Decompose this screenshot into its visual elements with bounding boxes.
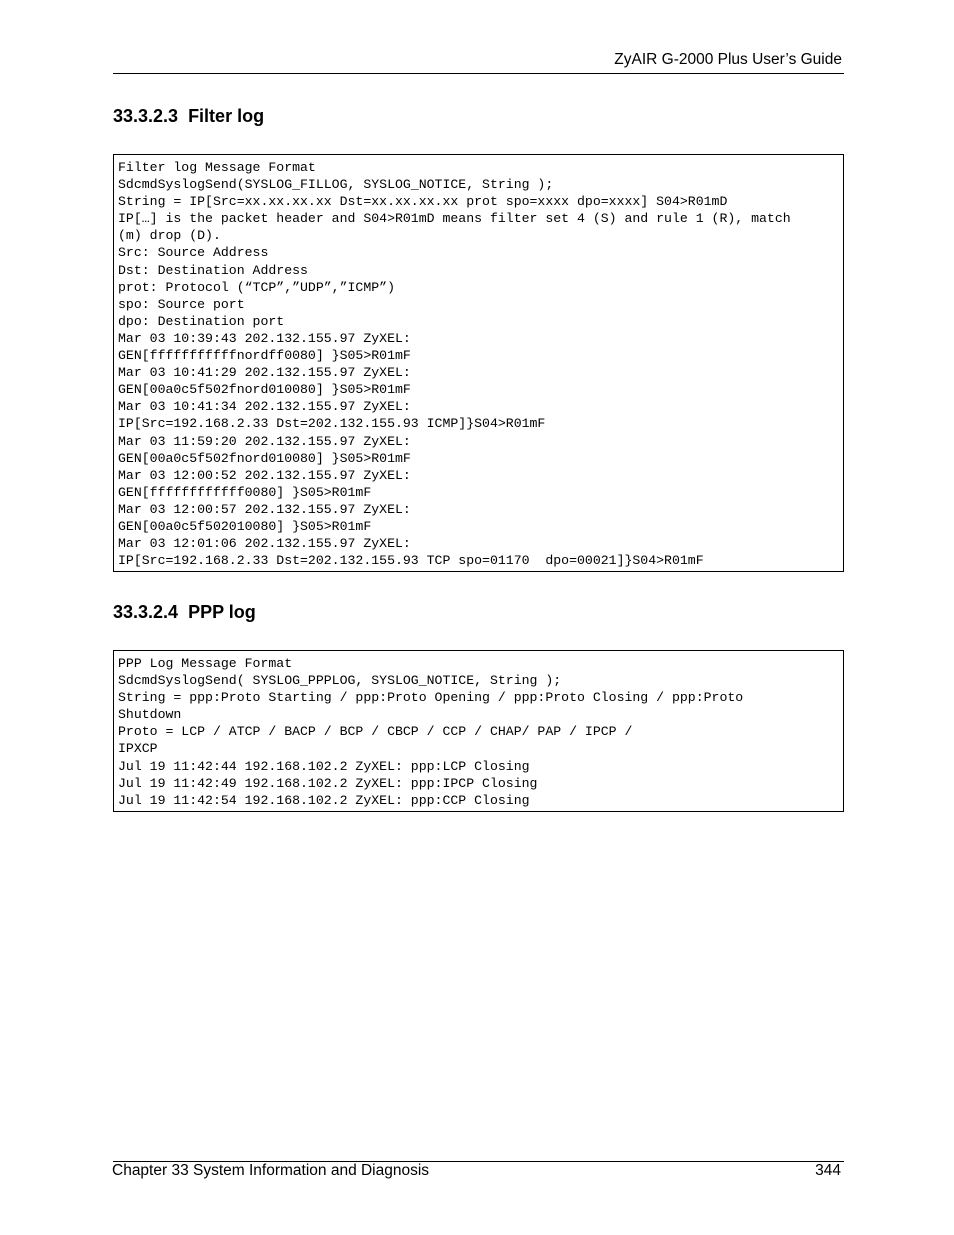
filter-log-code-box [113, 154, 844, 572]
code-line: (m) drop (D). [118, 228, 221, 244]
section-heading-ppp-log [113, 602, 256, 623]
code-line: SdcmdSyslogSend(SYSLOG_FILLOG, SYSLOG_NOTICE, String ); [118, 177, 554, 193]
code-line: String = IP[Src=xx.xx.xx.xx Dst=xx.xx.xx.xx prot spo=xxxx dpo=xxxx] S04>R01mD [118, 194, 728, 210]
code-line: Mar 03 10:41:34 202.132.155.97 ZyXEL: [118, 399, 411, 415]
code-line: Mar 03 10:39:43 202.132.155.97 ZyXEL: [118, 330, 411, 346]
code-line: String = ppp:Proto Starting / ppp:Proto Opening / ppp:Proto Closing / ppp:Proto [118, 690, 744, 706]
code-line: GEN[00a0c5f502fnord010080] }S05>R01mF [118, 450, 411, 466]
code-line: Shutdown [118, 707, 182, 723]
code-line: dpo: Destination port [118, 313, 285, 329]
code-line: prot: Protocol (“TCP”,”UDP”,”ICMP”) [118, 279, 395, 295]
code-line: spo: Source port [118, 296, 245, 312]
footer-chapter: Chapter 33 System Information and Diagnosis [112, 1162, 430, 1179]
code-line: Src: Source Address [118, 245, 269, 261]
code-line: IP[…] is the packet header and S04>R01mD means filter set 4 (S) and rule 1 (R), match [118, 211, 791, 227]
code-line: PPP Log Message Format [118, 656, 293, 671]
page-header-title: ZyAIR G-2000 Plus User’s Guide [614, 51, 842, 68]
code-line: Mar 03 11:59:20 202.132.155.97 ZyXEL: [118, 433, 411, 449]
section-title: Filter log [188, 106, 265, 126]
code-line: IP[Src=192.168.2.33 Dst=202.132.155.93 ICMP]}S04>R01mF [118, 416, 546, 432]
code-line: SdcmdSyslogSend( SYSLOG_PPPLOG, SYSLOG_NOTICE, String ); [118, 673, 562, 689]
code-line: Jul 19 11:42:49 192.168.102.2 ZyXEL: ppp:IPCP Closing [118, 775, 538, 791]
section-number: 33.3.2.3 [113, 106, 179, 126]
code-line: IP[Src=192.168.2.33 Dst=202.132.155.93 TCP spo=01170 dpo=00021]}S04>R01mF [118, 553, 704, 569]
header-rule [113, 73, 844, 74]
code-line: Mar 03 12:01:06 202.132.155.97 ZyXEL: [118, 536, 411, 552]
ppp-log-code-box [113, 650, 844, 812]
section-title: PPP log [188, 602, 256, 622]
code-line: Mar 03 10:41:29 202.132.155.97 ZyXEL: [118, 365, 411, 381]
code-line: GEN[ffffffffffff0080] }S05>R01mF [118, 484, 372, 500]
code-line: GEN[fffffffffffnordff0080] }S05>R01mF [118, 348, 411, 364]
code-line: Proto = LCP / ATCP / BACP / BCP / CBCP / CCP / CHAP/ PAP / IPCP / [118, 724, 633, 740]
code-line: IPXCP [118, 741, 158, 757]
code-line: Jul 19 11:42:54 192.168.102.2 ZyXEL: ppp:CCP Closing [118, 792, 530, 808]
section-number: 33.3.2.4 [113, 602, 179, 622]
code-line: Dst: Destination Address [118, 262, 308, 278]
code-line: Filter log Message Format [118, 160, 316, 175]
code-line: GEN[00a0c5f502fnord010080] }S05>R01mF [118, 382, 411, 398]
code-line: GEN[00a0c5f502010080] }S05>R01mF [118, 518, 372, 534]
footer-page-number: 344 [815, 1162, 841, 1179]
code-line: Mar 03 12:00:52 202.132.155.97 ZyXEL: [118, 467, 411, 483]
section-heading-filter-log [113, 106, 264, 127]
code-line: Jul 19 11:42:44 192.168.102.2 ZyXEL: ppp:LCP Closing [118, 758, 530, 774]
code-line: Mar 03 12:00:57 202.132.155.97 ZyXEL: [118, 501, 411, 517]
